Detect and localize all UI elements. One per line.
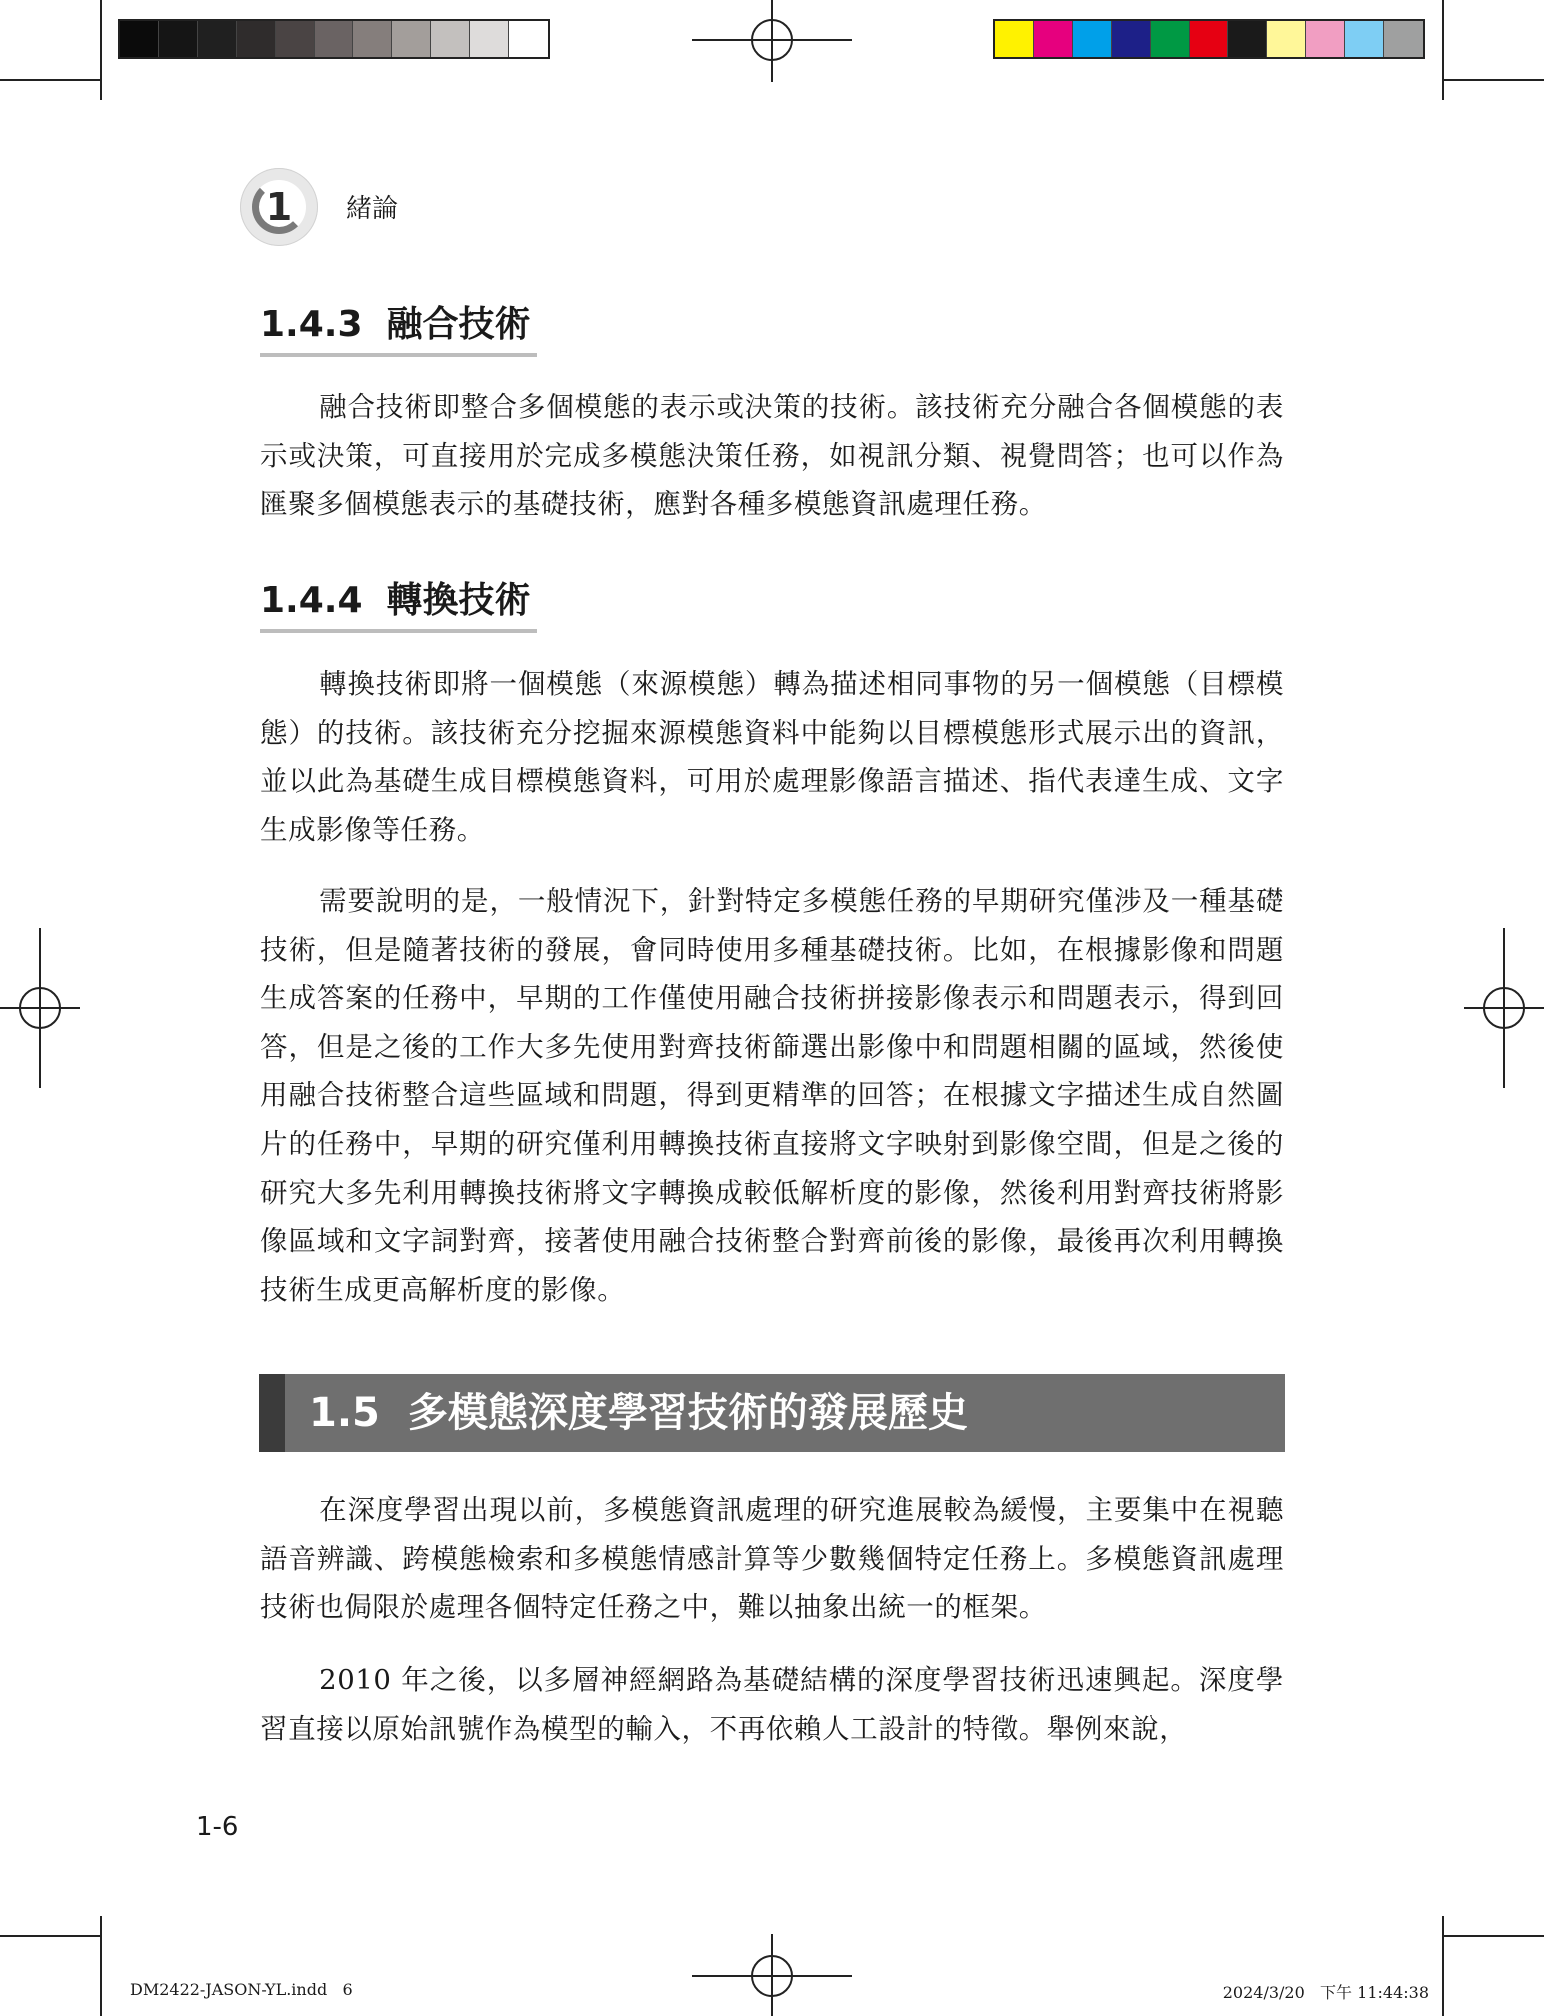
paragraph: 在深度學習出現以前，多模態資訊處理的研究進展較為緩慢，主要集中在視聽語音辨識、跨模態檢索和多模態情感計算等少數幾個特定任務上。多模態資訊處理技術也侷限於處理各個特定任務之中，難以抽象出統一的框架。 <box>260 1494 1284 1624</box>
paragraph: 2010 年之後，以多層神經網路為基礎結構的深度學習技術迅速興起。深度學習直接以原始訊號作為模型的輸入，不再依賴人工設計的特徵。舉例來說， <box>260 1664 1284 1745</box>
gray-swatch-9 <box>431 21 470 57</box>
section-title: 融合技術 <box>386 304 531 345</box>
section-title: 多模態深度學習技術的發展歷史 <box>407 1390 968 1436</box>
paragraph: 融合技術即整合多個模態的表示或決策的技術。該技術充分融合各個模態的表示或決策，可直接用於完成多模態決策任務，如視訊分類、視覺問答；也可以作為匯聚多個模態表示的基礎技術，應對各種多模態資訊處理任務。 <box>260 391 1284 521</box>
gray-swatch-1 <box>120 21 159 57</box>
chapter-title: 緒論 <box>346 194 399 224</box>
registration-target-left <box>0 928 80 1088</box>
page-number: 1-6 <box>196 1812 239 1842</box>
process-color-bar <box>993 19 1425 59</box>
paragraph: 需要說明的是，一般情況下，針對特定多模態任務的早期研究僅涉及一種基礎技術，但是隨著技術的發展，會同時使用多種基礎技術。比如，在根據影像和問題生成答案的任務中，早期的工作僅使用融合技術拼接影像表示和問題表示，得到回答，但是之後的工作大多先使用對齊技術篩選出影像中和問題相關的區域，然後使用融合技術整合這些區域和問題，得到更精準的回答；在根據文字描述生成自然圖片的任務中，早期的研究僅利用轉換技術直接將文字映射到影像空間，但是之後的研究大多先利用轉換技術將文字轉換成較低解析度的影像，然後利用對齊技術將影像區域和文字詞對齊，接著使用融合技術整合對齊前後的影像，最後再次利用轉換技術生成更高解析度的影像。 <box>260 885 1284 1306</box>
color-swatch-5 <box>1151 21 1190 57</box>
registration-target-right <box>1464 928 1544 1088</box>
section-number: 1.5 <box>309 1390 380 1436</box>
color-swatch-11 <box>1384 21 1423 57</box>
registration-target-top <box>692 0 852 82</box>
color-swatch-4 <box>1112 21 1151 57</box>
gray-swatch-2 <box>159 21 198 57</box>
color-swatch-1 <box>995 21 1034 57</box>
section-heading-1-4-3 <box>260 296 537 357</box>
color-swatch-7 <box>1228 21 1267 57</box>
gray-swatch-11 <box>509 21 548 57</box>
section-number: 1.4.3 <box>260 304 363 345</box>
color-swatch-10 <box>1345 21 1384 57</box>
color-swatch-6 <box>1190 21 1229 57</box>
gray-swatch-4 <box>237 21 276 57</box>
gray-swatch-8 <box>392 21 431 57</box>
section-number: 1.4.4 <box>260 580 363 621</box>
slug-filename: DM2422-JASON-YL.indd 6 <box>130 1980 353 1999</box>
color-swatch-3 <box>1073 21 1112 57</box>
section-banner-1-5 <box>259 1374 1285 1452</box>
chapter-badge <box>240 168 318 246</box>
registration-target-bottom <box>692 1934 852 2016</box>
gray-swatch-5 <box>276 21 315 57</box>
grayscale-color-bar <box>118 19 550 59</box>
color-swatch-9 <box>1306 21 1345 57</box>
section-heading-1-4-4 <box>260 572 537 633</box>
gray-swatch-7 <box>353 21 392 57</box>
slug-timestamp: 2024/3/20 下午 11:44:38 <box>1222 1983 1429 2002</box>
gray-swatch-6 <box>315 21 354 57</box>
chapter-number: 1 <box>265 185 293 229</box>
gray-swatch-3 <box>198 21 237 57</box>
section-title: 轉換技術 <box>386 580 531 621</box>
gray-swatch-10 <box>470 21 509 57</box>
color-swatch-8 <box>1267 21 1306 57</box>
color-swatch-2 <box>1034 21 1073 57</box>
paragraph: 轉換技術即將一個模態（來源模態）轉為描述相同事物的另一個模態（目標模態）的技術。該技術充分挖掘來源模態資料中能夠以目標模態形式展示出的資訊，並以此為基礎生成目標模態資料，可用於處理影像語言描述、指代表達生成、文字生成影像等任務。 <box>260 668 1284 846</box>
